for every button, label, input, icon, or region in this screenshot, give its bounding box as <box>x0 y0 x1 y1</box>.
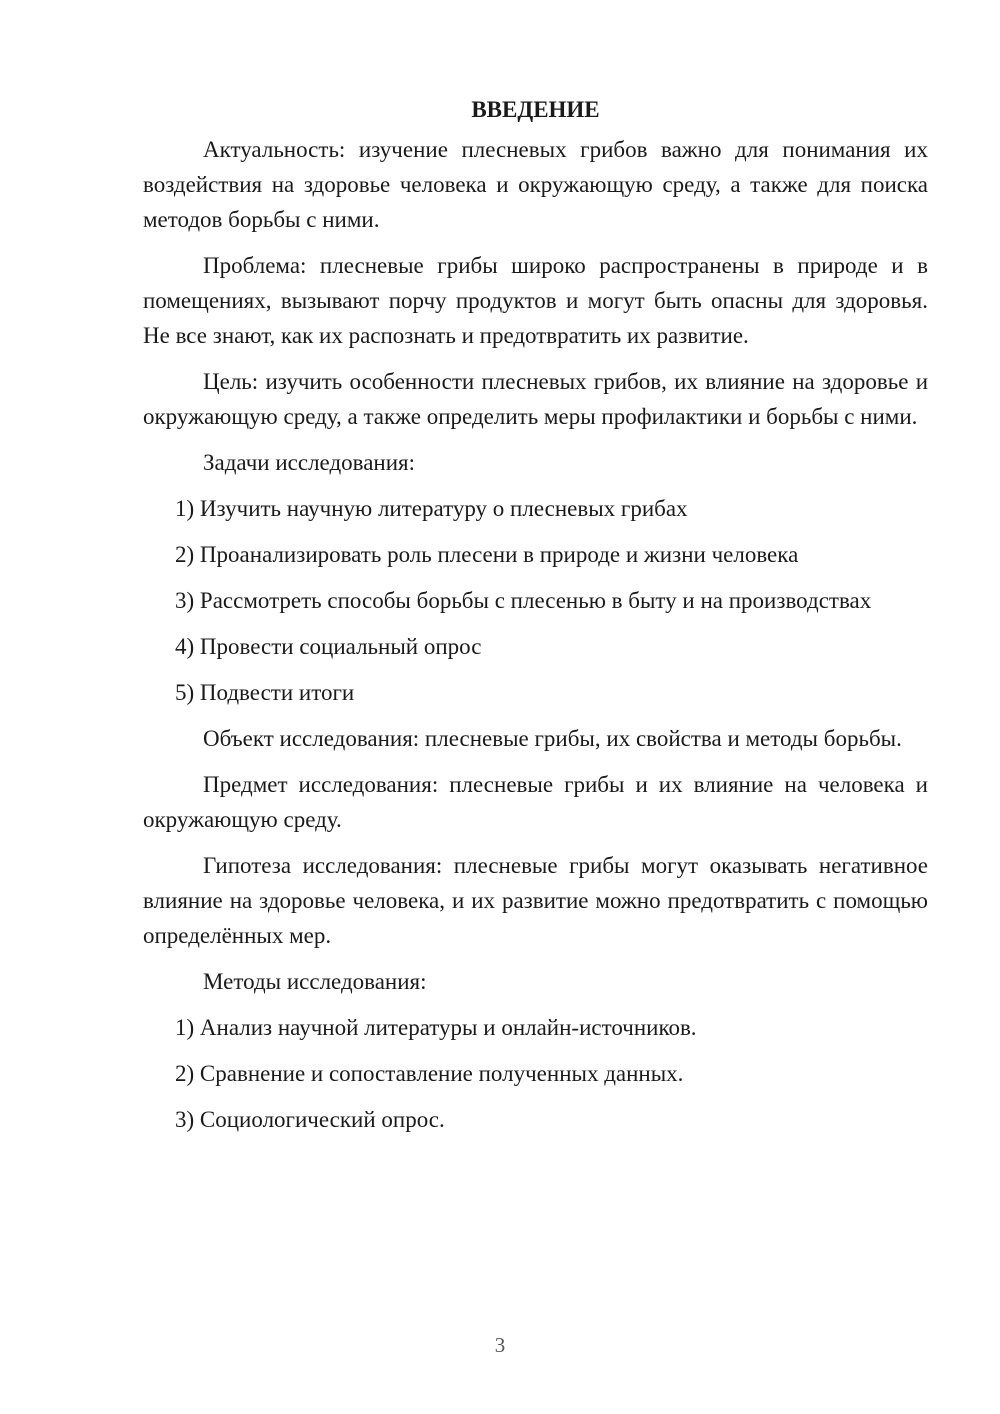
relevance-paragraph: Актуальность: изучение плесневых грибов важно для понимания их воздействия на здоровье человека и окружающую среду, а также для поиска методов борьбы с ними. <box>143 137 928 232</box>
method-item: 3) Социологический опрос. <box>175 1107 445 1132</box>
task-item: 3) Рассмотреть способы борьбы с плесенью в быту и на производствах <box>175 588 872 613</box>
method-item: 2) Сравнение и сопоставление полученных данных. <box>175 1061 684 1086</box>
tasks-list <box>143 491 928 710</box>
methods-list <box>143 1010 928 1137</box>
problem-paragraph: Проблема: плесневые грибы широко распространены в природе и в помещениях, вызывают порчу продуктов и могут быть опасны для здоровья. Не все знают, как их распознать и предотвратить их развитие. <box>143 253 928 348</box>
page-title: ВВЕДЕНИЕ <box>471 97 600 122</box>
task-item: 4) Провести социальный опрос <box>175 634 482 659</box>
method-item: 1) Анализ научной литературы и онлайн-источников. <box>175 1015 697 1040</box>
page-number: 3 <box>494 1333 506 1357</box>
tasks-heading: Задачи исследования: <box>203 450 416 475</box>
page-content <box>143 92 928 1148</box>
task-item: 1) Изучить научную литературу о плесневых грибах <box>175 496 688 521</box>
methods-heading: Методы исследования: <box>203 969 427 994</box>
goal-paragraph: Цель: изучить особенности плесневых грибов, их влияние на здоровье и окружающую среду, а также определить меры профилактики и борьбы с ними. <box>143 369 928 429</box>
task-item: 5) Подвести итоги <box>175 680 355 705</box>
task-item: 2) Проанализировать роль плесени в природе и жизни человека <box>175 542 799 567</box>
subject-paragraph: Предмет исследования: плесневые грибы и их влияние на человека и окружающую среду. <box>143 772 928 832</box>
hypothesis-paragraph: Гипотеза исследования: плесневые грибы могут оказывать негативное влияние на здоровье человека, и их развитие можно предотвратить с помощью определённых мер. <box>143 853 928 948</box>
object-paragraph: Объект исследования: плесневые грибы, их свойства и методы борьбы. <box>203 726 902 751</box>
